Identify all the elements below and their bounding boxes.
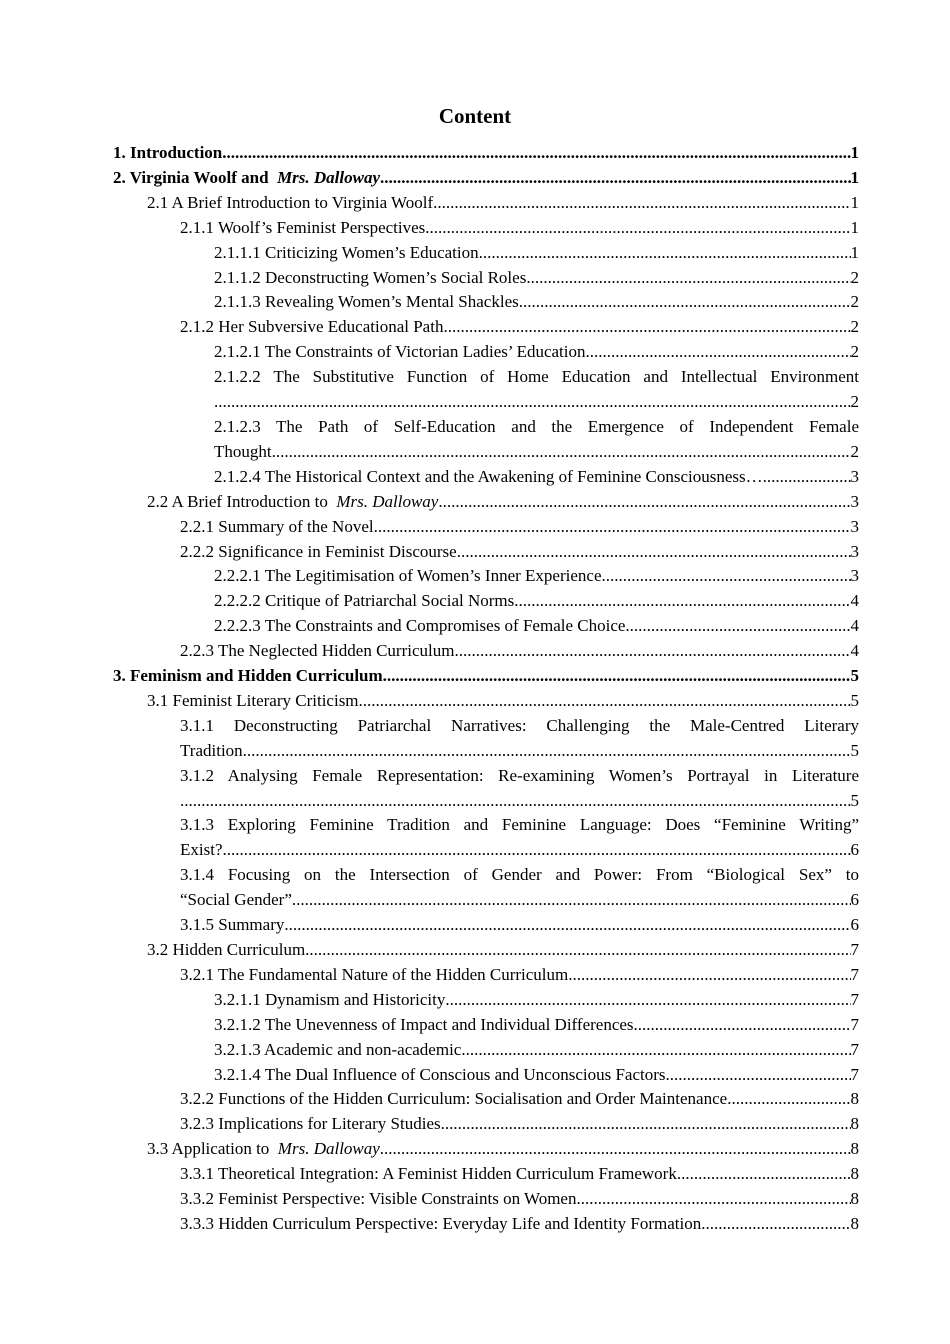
dot-leader bbox=[359, 689, 851, 714]
toc-entry-title-prefix: 3.3 Application to bbox=[147, 1139, 278, 1159]
toc-page-number: 6 bbox=[850, 840, 859, 860]
toc-entry-title-continued: “Social Gender” bbox=[180, 890, 292, 910]
toc-entry-title: 2.1.2.2 The Substitutive Function of Home Education and Intellectual Environment bbox=[214, 367, 859, 387]
toc-entry-leader-line bbox=[214, 440, 859, 465]
toc-page-number: 7 bbox=[850, 989, 859, 1009]
toc-entry-title bbox=[147, 490, 438, 515]
dot-leader bbox=[586, 340, 851, 365]
toc-page-number: 5 bbox=[850, 690, 859, 710]
dot-leader bbox=[576, 1187, 850, 1212]
dot-leader bbox=[701, 1212, 850, 1237]
toc-entry-title-italic: Mrs. Dalloway bbox=[277, 167, 381, 187]
toc-entry-title: 3.2.1.4 The Dual Influence of Conscious and Unconscious Factors bbox=[214, 1064, 666, 1084]
toc-page-number: 2 bbox=[850, 292, 859, 312]
toc-entry[interactable] bbox=[214, 988, 859, 1013]
toc-entry-title: 1. Introduction bbox=[113, 143, 223, 162]
toc-entry-title: 2.1.1.2 Deconstructing Women’s Social Roles bbox=[214, 267, 527, 287]
toc-entry[interactable] bbox=[180, 1112, 859, 1137]
toc-entry-title-continued: Exist? bbox=[180, 840, 223, 860]
toc-entry-title: 2.2.2.3 The Constraints and Compromises of Female Choice bbox=[214, 616, 626, 636]
toc-entry-title: 2.1 A Brief Introduction to Virginia Woolf bbox=[147, 192, 434, 212]
toc-entry[interactable] bbox=[180, 813, 859, 863]
dot-leader bbox=[380, 166, 850, 191]
toc-entry-leader-line bbox=[214, 390, 859, 415]
toc-entry-title: 3.1.1 Deconstructing Patriarchal Narratives: Challenging the Male-Centred Literary bbox=[180, 715, 859, 735]
toc-entry[interactable] bbox=[147, 191, 859, 216]
toc-entry-title-continued: Thought bbox=[214, 441, 272, 461]
dot-leader bbox=[461, 1038, 850, 1063]
toc-entry[interactable] bbox=[180, 863, 859, 913]
toc-entry[interactable] bbox=[180, 216, 859, 241]
dot-leader bbox=[457, 540, 851, 565]
dot-leader bbox=[526, 266, 850, 291]
toc-entry[interactable] bbox=[214, 241, 859, 266]
dot-leader bbox=[425, 216, 850, 241]
toc-entry[interactable] bbox=[214, 564, 859, 589]
toc-entry-title: 3.1.5 Summary bbox=[180, 915, 285, 935]
dot-leader bbox=[433, 191, 850, 216]
dot-leader bbox=[214, 390, 851, 415]
toc-entry[interactable] bbox=[180, 515, 859, 540]
toc-page-number: 8 bbox=[850, 1139, 859, 1159]
toc-entry[interactable] bbox=[214, 266, 859, 291]
toc-entry-title: 3.2.1.2 The Unevenness of Impact and Individual Differences bbox=[214, 1014, 634, 1034]
dot-leader bbox=[222, 141, 850, 166]
toc-page-number: 8 bbox=[850, 1089, 859, 1109]
toc-entry-title: 2.2.2.1 The Legitimisation of Women’s Inner Experience bbox=[214, 566, 602, 586]
dot-leader bbox=[519, 290, 851, 315]
toc-entry-title-italic: Mrs. Dalloway bbox=[336, 491, 439, 511]
toc-entry-title: 3.2.1 The Fundamental Nature of the Hidden Curriculum bbox=[180, 964, 569, 984]
toc-page-number: 1 bbox=[850, 217, 859, 237]
toc-entry-title-prefix: 2. Virginia Woolf and bbox=[113, 167, 278, 187]
toc-page-number: 2 bbox=[850, 267, 859, 287]
toc-page-number: 4 bbox=[850, 591, 859, 611]
dot-leader bbox=[568, 963, 850, 988]
toc-entry-title-italic: Mrs. Dalloway bbox=[277, 1139, 380, 1159]
toc-entry[interactable] bbox=[180, 714, 859, 764]
toc-page-number: 3 bbox=[850, 466, 859, 486]
toc-page-number: 7 bbox=[850, 1039, 859, 1059]
toc-entry[interactable] bbox=[147, 689, 859, 714]
page-title: Content bbox=[438, 104, 512, 128]
toc-entry-title: 3.1 Feminist Literary Criticism bbox=[147, 690, 359, 710]
dot-leader bbox=[438, 490, 850, 515]
toc-entry-title: 3.2 Hidden Curriculum bbox=[147, 940, 306, 959]
toc-entry-title: 2.2.1 Summary of the Novel bbox=[180, 516, 374, 536]
toc-entry-leader-line bbox=[180, 789, 859, 814]
toc-entry-title: 3.3.1 Theoretical Integration: A Feminist Hidden Curriculum Framework bbox=[180, 1164, 677, 1184]
toc-entry-title: 2.2.3 The Neglected Hidden Curriculum bbox=[180, 641, 455, 661]
toc-entry[interactable] bbox=[214, 290, 859, 315]
toc-page-number: 7 bbox=[850, 940, 859, 959]
dot-leader bbox=[634, 1013, 851, 1038]
dot-leader bbox=[443, 315, 850, 340]
toc-entry[interactable] bbox=[180, 963, 859, 988]
toc-page-number: 1 bbox=[850, 167, 859, 187]
toc-page-number: 5 bbox=[850, 790, 859, 810]
toc-entry-title: 3. Feminism and Hidden Curriculum bbox=[113, 666, 383, 686]
toc-entry-leader-line bbox=[180, 838, 859, 863]
toc-entry[interactable] bbox=[214, 465, 859, 490]
toc-entry-title: 3.2.3 Implications for Literary Studies bbox=[180, 1114, 441, 1134]
toc-page-number: 2 bbox=[850, 392, 859, 412]
dot-leader bbox=[284, 913, 850, 938]
dot-leader bbox=[454, 639, 850, 664]
toc-entry-title: 2.1.1.3 Revealing Women’s Mental Shackles bbox=[214, 292, 519, 312]
toc-entry[interactable] bbox=[180, 1087, 859, 1112]
toc-page-number: 7 bbox=[850, 964, 859, 984]
toc-entry[interactable] bbox=[180, 1187, 859, 1212]
toc-entry-title: 3.3.2 Feminist Perspective: Visible Constraints on Women bbox=[180, 1189, 577, 1209]
toc-entry-title: 2.1.2 Her Subversive Educational Path bbox=[180, 317, 444, 337]
toc-page-number: 2 bbox=[850, 342, 859, 362]
dot-leader bbox=[514, 589, 850, 614]
toc-entry[interactable] bbox=[214, 415, 859, 465]
toc-entry[interactable] bbox=[180, 1212, 859, 1237]
toc-page-number: 8 bbox=[850, 1189, 859, 1209]
dot-leader bbox=[374, 515, 851, 540]
toc-page-number: 3 bbox=[850, 541, 859, 561]
toc-page-number: 3 bbox=[850, 516, 859, 536]
toc-entry[interactable] bbox=[147, 490, 859, 515]
toc-entry[interactable] bbox=[180, 1162, 859, 1187]
toc-entry-leader-line bbox=[180, 739, 859, 764]
dot-leader bbox=[380, 1137, 851, 1162]
toc-page-number: 8 bbox=[850, 1114, 859, 1134]
toc-page-number: 1 bbox=[850, 242, 859, 262]
toc-entry-title: 2.2.2 Significance in Feminist Discourse bbox=[180, 541, 457, 561]
toc-page-number: 5 bbox=[850, 666, 859, 686]
dot-leader bbox=[666, 1063, 851, 1088]
toc-entry[interactable] bbox=[180, 764, 859, 814]
toc-entry-title: 3.2.1.1 Dynamism and Historicity bbox=[214, 989, 446, 1009]
dot-leader bbox=[243, 739, 851, 764]
toc-entry[interactable] bbox=[214, 340, 859, 365]
toc-entry-title bbox=[113, 166, 380, 191]
dot-leader bbox=[763, 465, 851, 490]
dot-leader bbox=[272, 440, 851, 465]
toc-entry-title-continued: Tradition bbox=[180, 740, 243, 760]
toc-entry[interactable] bbox=[180, 913, 859, 938]
dot-leader bbox=[479, 241, 851, 266]
toc-entry[interactable] bbox=[214, 365, 859, 415]
toc-entry[interactable] bbox=[214, 614, 859, 639]
toc-entry[interactable] bbox=[113, 664, 859, 689]
dot-leader bbox=[223, 838, 851, 863]
toc-entry[interactable] bbox=[180, 639, 859, 664]
toc-page-number: 4 bbox=[850, 616, 859, 636]
toc-entry-title: 2.1.2.4 The Historical Context and the Awakening of Feminine Consciousness… bbox=[214, 466, 763, 486]
toc-entry-title: 3.2.1.3 Academic and non-academic bbox=[214, 1039, 462, 1059]
toc-entry-title: 2.1.1.1 Criticizing Women’s Education bbox=[214, 242, 479, 262]
toc-entry-title: 2.1.2.1 The Constraints of Victorian Ladies’ Education bbox=[214, 342, 586, 362]
dot-leader bbox=[441, 1112, 851, 1137]
toc-entry[interactable] bbox=[147, 1137, 859, 1162]
dot-leader bbox=[383, 664, 851, 689]
toc-page-number: 3 bbox=[850, 566, 859, 586]
toc-page-number: 5 bbox=[850, 740, 859, 760]
toc-entry-title: 2.1.1 Woolf’s Feminist Perspectives bbox=[180, 217, 426, 237]
dot-leader bbox=[445, 988, 850, 1013]
toc-entry[interactable] bbox=[214, 1013, 859, 1038]
toc-entry-title: 3.1.3 Exploring Feminine Tradition and Feminine Language: Does “Feminine Writing” bbox=[180, 815, 859, 835]
toc-page-number: 8 bbox=[850, 1213, 859, 1233]
toc-page-number: 6 bbox=[850, 890, 859, 910]
toc-entry-title-prefix: 2.2 A Brief Introduction to bbox=[147, 491, 337, 511]
toc-entry[interactable] bbox=[214, 1063, 859, 1088]
table-of-contents bbox=[113, 141, 859, 1237]
dot-leader bbox=[305, 938, 850, 963]
toc-entry[interactable] bbox=[147, 938, 859, 963]
dot-leader bbox=[625, 614, 850, 639]
toc-entry[interactable] bbox=[113, 166, 859, 191]
dot-leader bbox=[180, 789, 851, 814]
toc-entry[interactable] bbox=[214, 589, 859, 614]
toc-page-number: 8 bbox=[850, 1164, 859, 1184]
toc-entry[interactable] bbox=[113, 141, 859, 166]
toc-page-number: 7 bbox=[850, 1014, 859, 1034]
dot-leader bbox=[292, 888, 851, 913]
dot-leader bbox=[727, 1087, 850, 1112]
toc-page-number: 6 bbox=[850, 915, 859, 935]
toc-page-number: 3 bbox=[850, 491, 859, 511]
toc-page-number: 4 bbox=[850, 641, 859, 661]
toc-entry-title: 2.2.2.2 Critique of Patriarchal Social Norms bbox=[214, 591, 515, 611]
toc-entry-title bbox=[147, 1137, 380, 1162]
toc-page-number: 1 bbox=[850, 192, 859, 212]
toc-entry-leader-line bbox=[180, 888, 859, 913]
toc-page-number: 2 bbox=[850, 317, 859, 337]
toc-entry-title: 2.1.2.3 The Path of Self-Education and the Emergence of Independent Female bbox=[214, 416, 859, 436]
toc-entry[interactable] bbox=[214, 1038, 859, 1063]
toc-entry[interactable] bbox=[180, 540, 859, 565]
toc-page-number: 7 bbox=[850, 1064, 859, 1084]
toc-page-number: 2 bbox=[850, 441, 859, 461]
toc-page-number: 1 bbox=[850, 143, 859, 162]
dot-leader bbox=[602, 564, 851, 589]
toc-entry-title: 3.3.3 Hidden Curriculum Perspective: Everyday Life and Identity Formation bbox=[180, 1213, 702, 1233]
toc-entry-title: 3.1.4 Focusing on the Intersection of Gender and Power: From “Biological Sex” to bbox=[180, 865, 859, 885]
toc-entry[interactable] bbox=[180, 315, 859, 340]
toc-entry-title: 3.1.2 Analysing Female Representation: Re-examining Women’s Portrayal in Literature bbox=[180, 765, 859, 785]
toc-entry-title: 3.2.2 Functions of the Hidden Curriculum: Socialisation and Order Maintenance bbox=[180, 1089, 728, 1109]
dot-leader bbox=[677, 1162, 851, 1187]
